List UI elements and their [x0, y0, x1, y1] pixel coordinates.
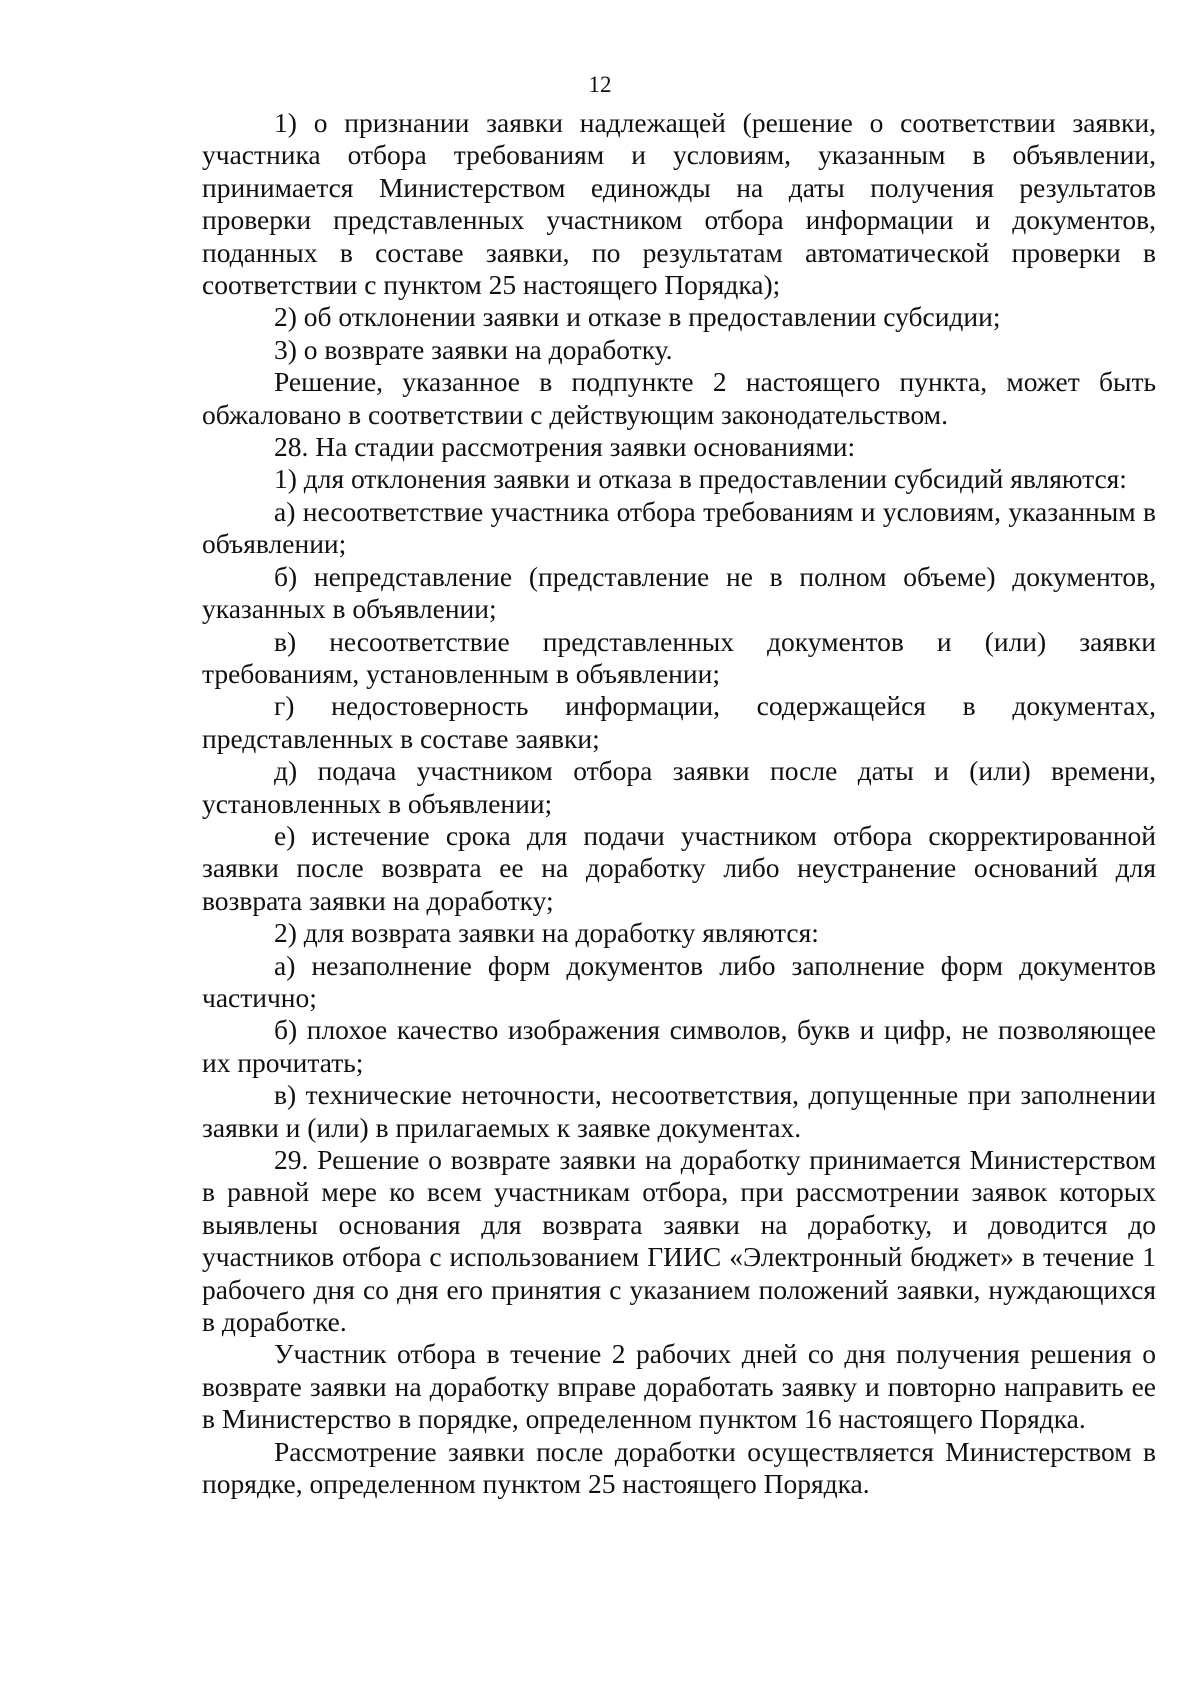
- paragraph-ground-d: д) подача участником отбора заявки после даты и (или) времени, установленных в объявлении;: [202, 755, 1156, 819]
- paragraph-decision-proper: 1) о признании заявки надлежащей (решение о соответствии заявки, участника отбора требованиям и условиям, указанным в объявлении, принимается Министерством единожды на даты получения результатов проверки представленных участником отбора информации и документов, поданных в составе заявки, по результатам автоматической проверки в соответствии с пунктом 25 настоящего Порядка);: [202, 107, 1156, 301]
- paragraph-ground-v: в) несоответствие представленных документов и (или) заявки требованиям, установленным в объявлении;: [202, 625, 1156, 689]
- paragraph-return-b: б) плохое качество изображения символов, букв и цифр, не позволяющее их прочитать;: [202, 1014, 1156, 1078]
- paragraph-decision-reject: 2) об отклонении заявки и отказе в предоставлении субсидии;: [274, 301, 1001, 333]
- paragraph-decision-return: 3) о возврате заявки на доработку.: [274, 333, 673, 365]
- paragraph-review-after-revision: Рассмотрение заявки после доработки осуществляется Министерством в порядке, определенном пунктом 25 настоящего Порядка.: [202, 1435, 1156, 1500]
- paragraph-return-grounds: 2) для возврата заявки на доработку являются:: [274, 917, 819, 949]
- paragraph-ground-g: г) недостоверность информации, содержащейся в документах, представленных в составе заявки;: [202, 690, 1156, 754]
- paragraph-ground-b: б) непредставление (представление не в полном объеме) документов, указанных в объявлении;: [202, 560, 1156, 625]
- paragraph-return-v: в) технические неточности, несоответствия, допущенные при заполнении заявки и (или) в прилагаемых к заявке документах.: [202, 1079, 1156, 1143]
- paragraph-ground-a: а) несоответствие участника отбора требованиям и условиям, указанным в объявлении;: [202, 495, 1156, 560]
- document-body: [202, 107, 1156, 1500]
- paragraph-appeal: Решение, указанное в подпункте 2 настоящего пункта, может быть обжаловано в соответствии с действующим законодательством.: [202, 366, 1156, 430]
- paragraph-ground-e: е) истечение срока для подачи участником отбора скорректированной заявки после возврата ее на доработку либо неустранение оснований для возврата заявки на доработку;: [202, 819, 1156, 916]
- paragraph-item-28: 28. На стадии рассмотрения заявки основаниями:: [274, 431, 856, 463]
- page-number: 12: [588, 72, 612, 97]
- paragraph-resubmission: Участник отбора в течение 2 рабочих дней со дня получения решения о возврате заявки на доработку вправе доработать заявку и повторно направить ее в Министерство в порядке, определенном пунктом 16 настоящего Порядка.: [202, 1338, 1156, 1435]
- paragraph-reject-grounds: 1) для отклонения заявки и отказа в предоставлении субсидий являются:: [274, 463, 1127, 495]
- paragraph-item-29: 29. Решение о возврате заявки на доработку принимается Министерством в равной мере ко всем участникам отбора, при рассмотрении заявок которых выявлены основания для возврата заявки на доработку, и доводится до участников отбора с использованием ГИИС «Электронный бюджет» в течение 1 рабочего дня со дня его принятия с указанием положений заявки, нуждающихся в доработке.: [202, 1144, 1156, 1338]
- paragraph-return-a: а) незаполнение форм документов либо заполнение форм документов частично;: [202, 949, 1156, 1013]
